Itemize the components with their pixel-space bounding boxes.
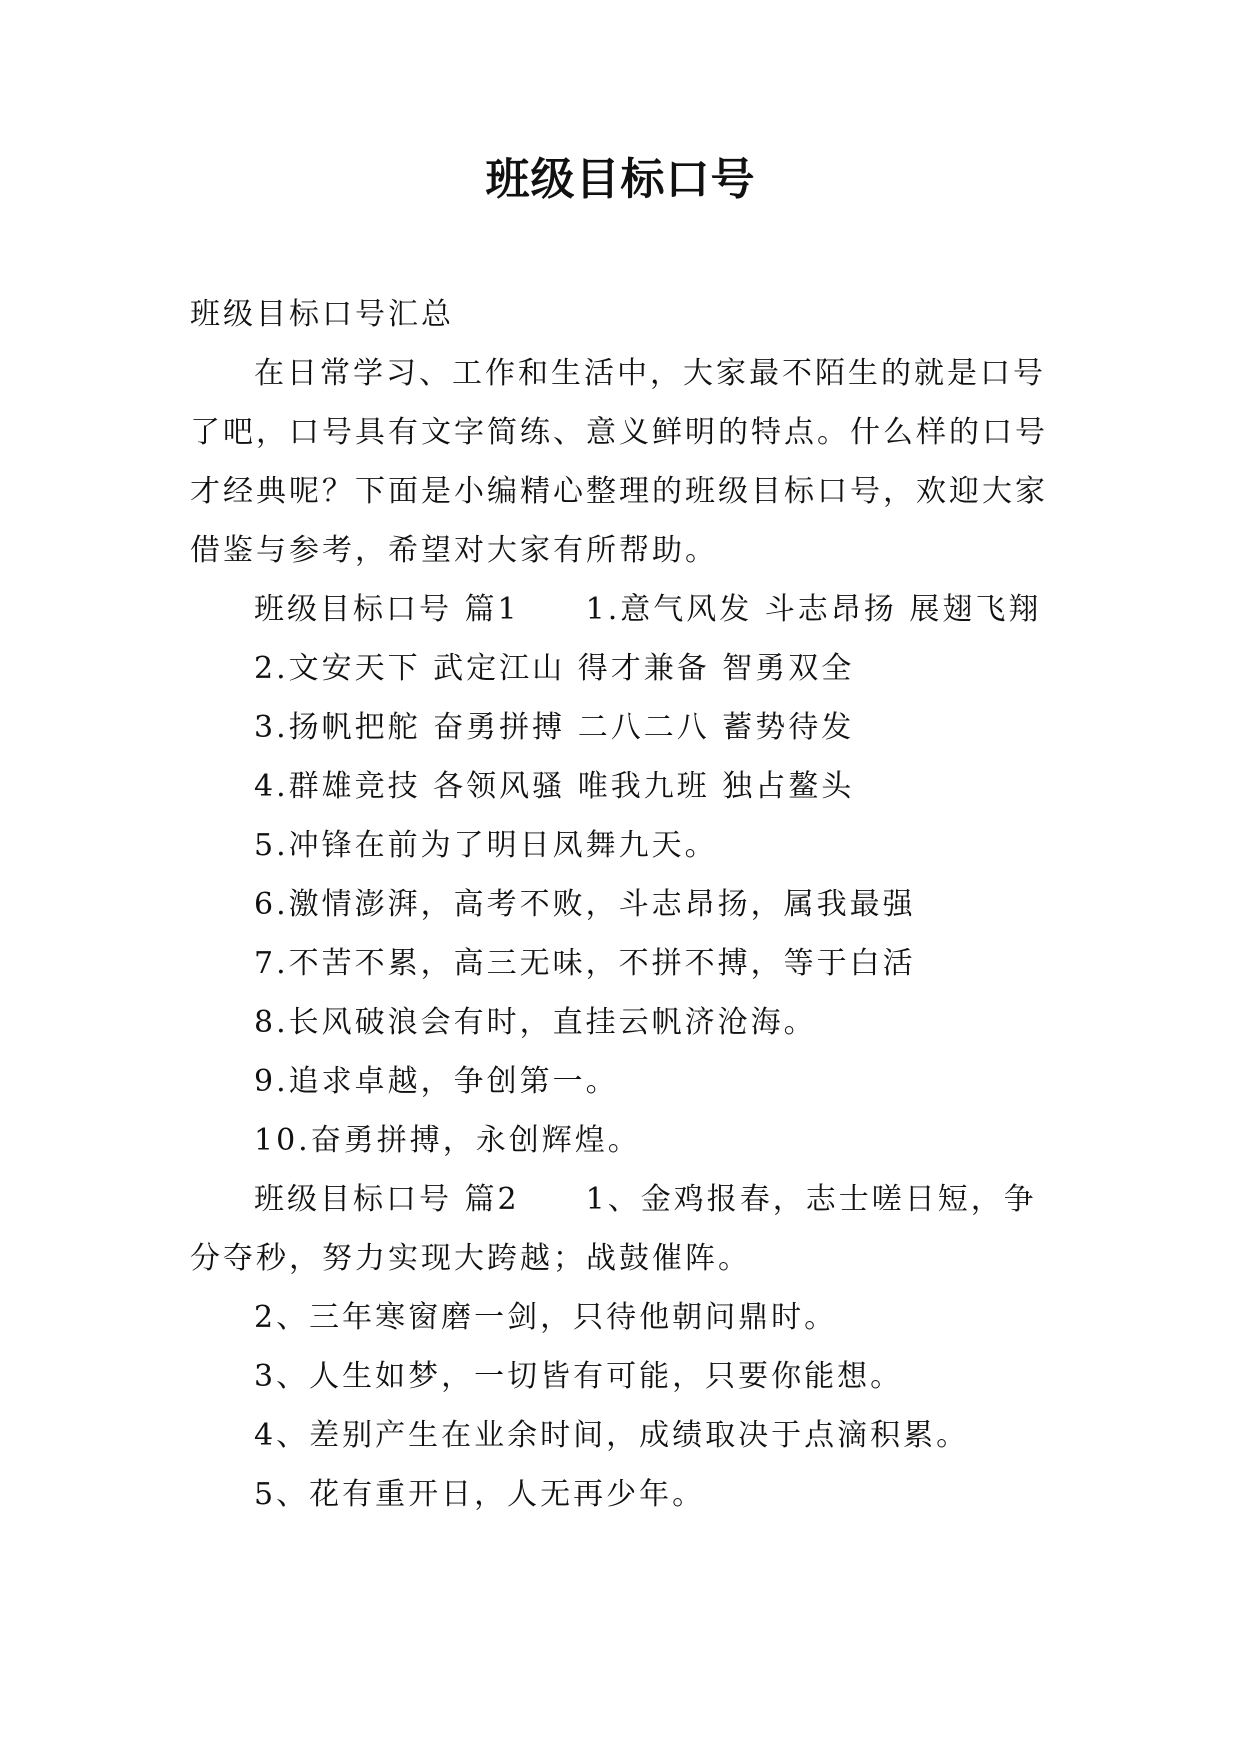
list-item: 3.扬帆把舵 奋勇拼搏 二八二八 蓄势待发 bbox=[254, 710, 855, 745]
list-item: 5.冲锋在前为了明日凤舞九天。 bbox=[254, 828, 718, 863]
list-item: 4.群雄竞技 各领风骚 唯我九班 独占鳌头 bbox=[254, 769, 855, 804]
list-item: 2.文安天下 武定江山 得才兼备 智勇双全 bbox=[254, 651, 855, 686]
list-item: 5、花有重开日，人无再少年。 bbox=[254, 1477, 706, 1512]
section1-heading: 班级目标口号 篇1 1.意气风发 斗志昂扬 展翅飞翔 bbox=[254, 592, 1042, 627]
list-item: 4、差别产生在业余时间，成绩取决于点滴积累。 bbox=[254, 1418, 970, 1453]
subtitle: 班级目标口号汇总 bbox=[190, 297, 454, 332]
list-item: 6.激情澎湃，高考不败，斗志昂扬，属我最强 bbox=[254, 887, 916, 922]
section2-heading: 班级目标口号 篇2 1、金鸡报春，志士嗟日短，争分夺秒，努力实现大跨越；战鼓催阵。 bbox=[190, 1182, 1037, 1276]
document-body bbox=[190, 285, 1052, 1524]
list-item: 10.奋勇拼搏，永创辉煌。 bbox=[254, 1123, 641, 1158]
list-item: 9.追求卓越，争创第一。 bbox=[254, 1064, 619, 1099]
document-title: 班级目标口号 bbox=[485, 154, 756, 205]
list-item: 7.不苦不累，高三无味，不拼不搏，等于白活 bbox=[254, 946, 916, 981]
intro-paragraph: 在日常学习、工作和生活中，大家最不陌生的就是口号了吧，口号具有文字简练、意义鲜明的特点。什么样的口号才经典呢？下面是小编精心整理的班级目标口号，欢迎大家借鉴与参考，希望对大家有所帮助。 bbox=[190, 356, 1048, 568]
list-item: 2、三年寒窗磨一剑，只待他朝问鼎时。 bbox=[254, 1300, 838, 1335]
list-item: 8.长风破浪会有时，直挂云帆济沧海。 bbox=[254, 1005, 817, 1040]
list-item: 3、人生如梦，一切皆有可能，只要你能想。 bbox=[254, 1359, 904, 1394]
